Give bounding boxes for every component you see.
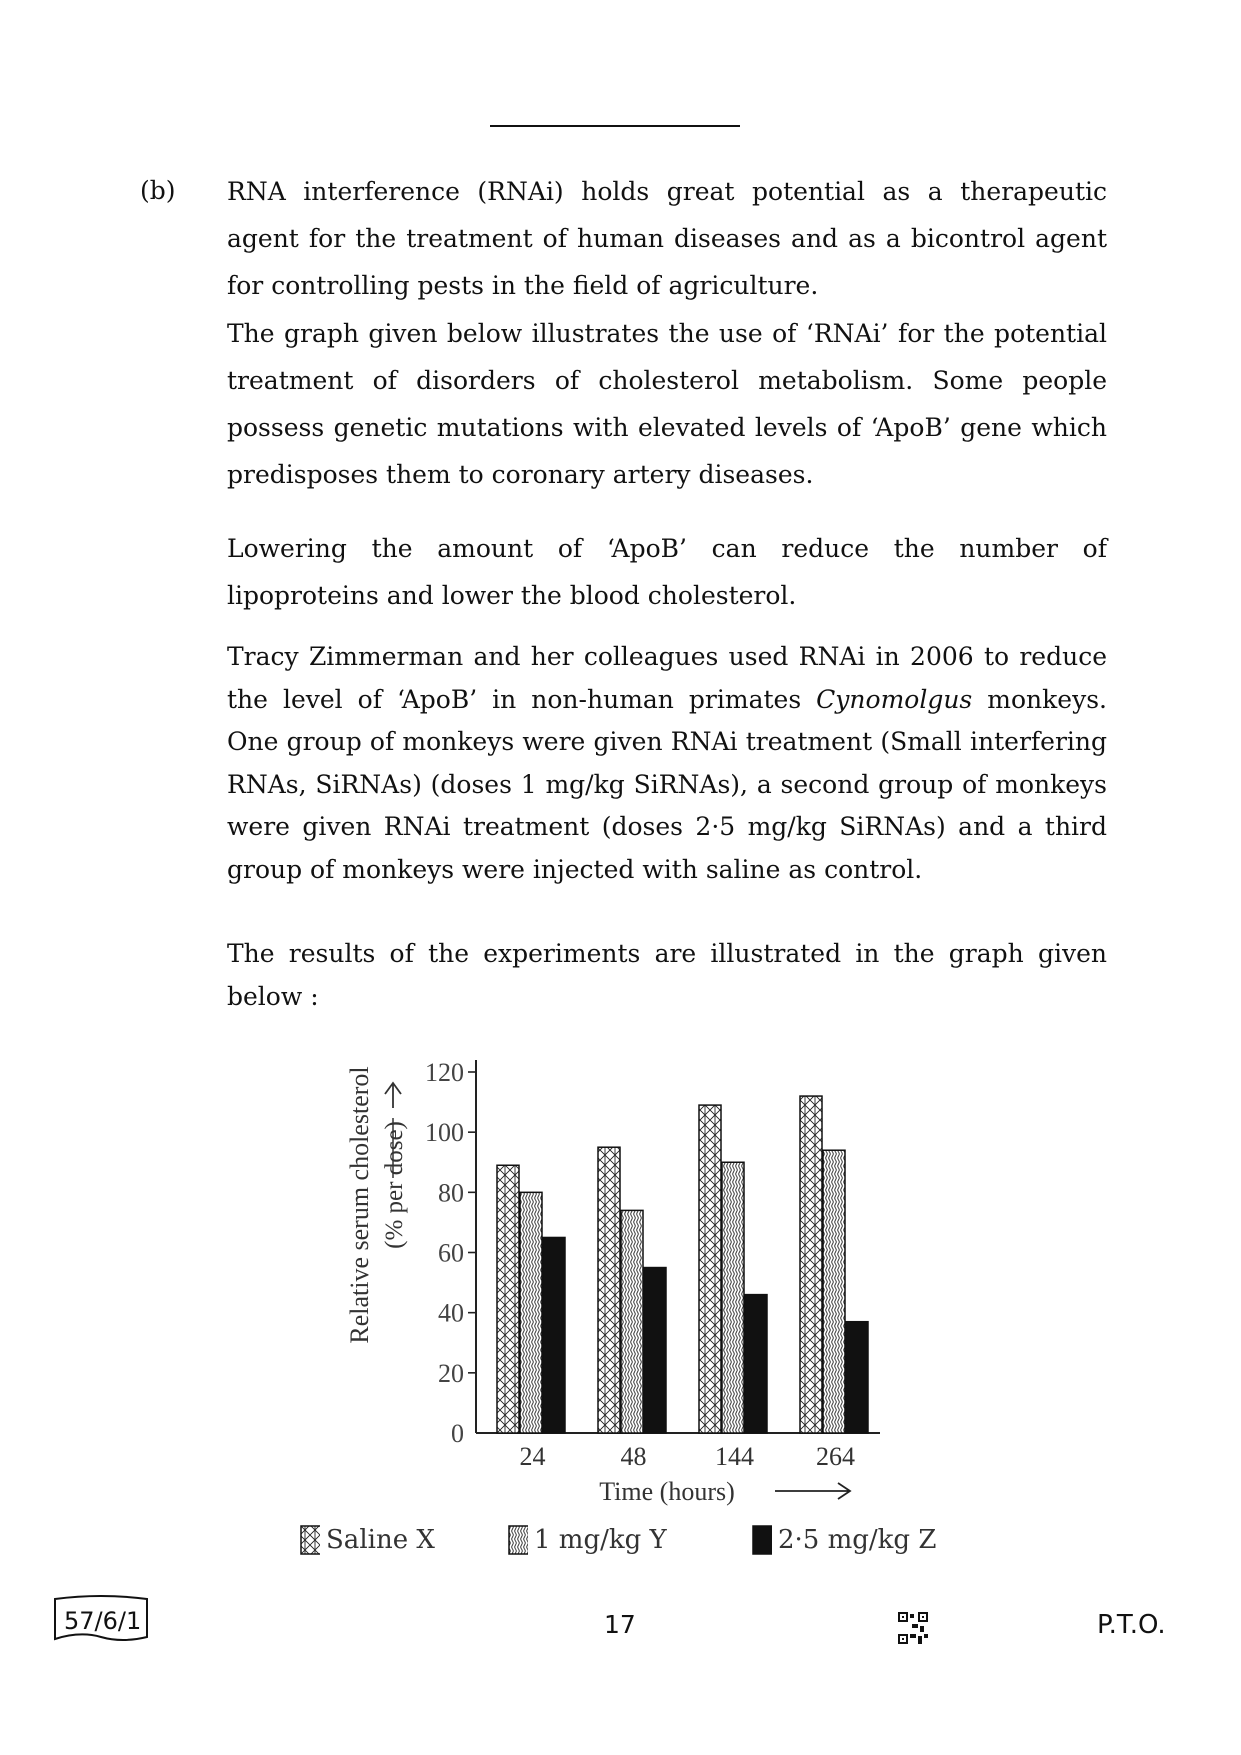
bar-2-5-mg-kg-z-24	[543, 1237, 565, 1433]
bar-saline-x-48	[598, 1147, 620, 1433]
legend-item-2-5mg	[752, 1525, 936, 1555]
bar-1-mg-kg-y-48	[621, 1210, 643, 1433]
bar-1-mg-kg-y-24	[520, 1192, 542, 1433]
y-tick-label: 100	[425, 1118, 464, 1148]
bar-saline-x-264	[800, 1096, 822, 1433]
bar-1-mg-kg-y-264	[823, 1150, 845, 1433]
x-axis-arrow-icon	[775, 1483, 850, 1499]
x-tick-label: 264	[816, 1442, 855, 1471]
experiment-text-1: Tracy Zimmerman and her colleagues used RNAi in 2006 to reduce the level of ‘ApoB’ in non-human primates	[227, 642, 1107, 714]
legend-label-2-5mg: 2·5 mg/kg Z	[778, 1525, 937, 1555]
paper-code: 57/6/1	[64, 1607, 142, 1635]
paragraph-results: The results of the experiments are illustrated in the graph given below :	[227, 939, 1107, 1011]
page-number: 17	[604, 1610, 636, 1639]
legend-label-1mg: 1 mg/kg Y	[534, 1525, 667, 1555]
y-axis-label-line2: (% per dose)	[381, 1121, 408, 1249]
y-tick-label: 0	[451, 1419, 464, 1448]
legend-label-saline: Saline X	[326, 1525, 435, 1555]
please-turn-over: P.T.O.	[1097, 1610, 1166, 1640]
qr-code-icon	[898, 1612, 928, 1644]
y-tick-label: 120	[425, 1058, 464, 1087]
paragraph-graph-intro: The graph given below illustrates the use of ‘RNAi’ for the potential treatment of disorders of cholesterol metabolism. Some people possess genetic mutations with elevated levels of ‘ApoB’ gene which predisposes them to coronary artery diseases.	[227, 319, 1107, 489]
y-axis-label-line1: Relative serum cholesterol	[345, 1066, 374, 1344]
saline-swatch-icon	[300, 1525, 320, 1555]
paper-code-badge	[52, 1595, 150, 1645]
chart-legend	[0, 1525, 1241, 1565]
x-tick-label: 48	[620, 1442, 647, 1471]
legend-item-1mg	[508, 1525, 667, 1555]
bar-saline-x-24	[497, 1165, 519, 1433]
y-tick-label: 80	[438, 1178, 464, 1208]
bar-2-5-mg-kg-z-48	[644, 1268, 666, 1433]
one-mg-swatch-icon	[508, 1525, 528, 1555]
y-tick-label: 20	[438, 1358, 464, 1388]
question-label: (b)	[140, 176, 176, 205]
y-tick-label: 40	[438, 1298, 464, 1328]
legend-item-saline	[300, 1525, 435, 1555]
bar-saline-x-144	[699, 1105, 721, 1433]
two-five-mg-swatch-icon	[752, 1525, 772, 1555]
paragraph-apob: Lowering the amount of ‘ApoB’ can reduce the number of lipoproteins and lower the blood cholesterol.	[227, 534, 1107, 610]
bar-2-5-mg-kg-z-144	[745, 1295, 767, 1433]
x-axis-label: Time (hours)	[599, 1477, 735, 1506]
x-tick-label: 24	[519, 1442, 546, 1471]
y-axis-arrow-icon	[385, 1083, 401, 1108]
y-axis-title	[345, 1066, 408, 1343]
paragraph-intro: RNA interference (RNAi) holds great potential as a therapeutic agent for the treatment of human diseases and as a bicontrol agent for controlling pests in the field of agriculture.	[227, 177, 1107, 300]
experiment-text-2: monkeys. One group of monkeys were given RNAi treatment (Small interfering RNAs, SiRNAs) (doses 1 mg/kg SiRNAs), a second group of monkeys were given RNAi treatment (doses 2·5 mg/kg SiRNAs) and a third group of monkeys were injected with saline as control.	[227, 684, 1107, 884]
bar-2-5-mg-kg-z-264	[846, 1322, 868, 1433]
y-tick-label: 60	[438, 1238, 464, 1268]
x-tick-label: 144	[715, 1442, 754, 1471]
species-name: Cynomolgus	[816, 684, 973, 714]
bar-1-mg-kg-y-144	[722, 1162, 744, 1433]
